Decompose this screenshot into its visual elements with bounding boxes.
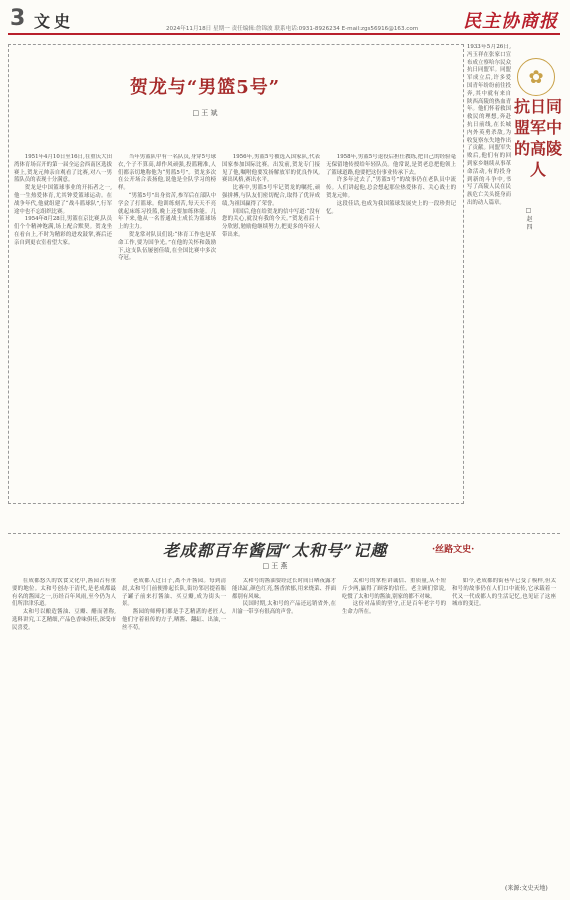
bottom-paragraph: 太和号的酱油要经过长时间日晒夜露才能出缸,颜色红亮,酱香浓郁,用来烧菜、拌面都别有风味。 bbox=[232, 578, 336, 600]
bottom-paragraph: 太和号的掌柜讲诚信、重质量,从不短斤少两,赢得了顾客的信任。老主顾们常说,吃惯了太和号的酱油,别家的都不对味。 bbox=[342, 578, 446, 600]
main-paragraph: 当年男篮队中有一名队员,身穿5号球衣,个子不算高,却作风顽强,投篮精准,人们都亲切地称他为“男篮5号”。贺龙多次在公开场合表扬他,说他是全队学习的榜样。 bbox=[118, 154, 216, 192]
bottom-paragraph: 太和号以酿造酱油、豆瓣、醋而著称,选料讲究,工艺精细,产品色香味俱佳,深受市民喜爱。 bbox=[12, 609, 116, 631]
side-article-text: 1933年5月26日,冯玉祥在张家口宣布成立察哈尔民众抗日同盟军。同盟军成立后,许多爱国青年纷纷前往投奔,其中就有来自陕西高陵的热血青年。他们怀着救国救民的理想,奔赴抗日前线,在长城内外英勇杀敌,为收复察东失地作出了贡献。同盟军失败后,他们有的回到家乡继续从事革命活动,有的投身到新的斗争中,书写了高陵人民在民族危亡关头挺身而出的动人篇章。 bbox=[467, 44, 511, 206]
bottom-paragraph: 民国时期,太和号的产品还远销省外,在川渝一带享有很高的声誉。 bbox=[232, 601, 336, 616]
main-article-column-3 bbox=[222, 154, 320, 498]
main-paragraph: “男篮5号”出身贫苦,参军后在部队中学会了打篮球。他训练刻苦,每天天不亮就起床练习投篮,晚上还要加练体能。几年下来,他从一名普通战士成长为篮球场上的主力。 bbox=[118, 192, 216, 231]
bottom-article-column-1 bbox=[12, 578, 116, 880]
main-paragraph: 1956年,男篮5号被选入国家队,代表国家参加国际比赛。出发前,贺龙专门接见了他,嘱咐他要发扬解放军的优良作风,赛出风格,赛出水平。 bbox=[222, 154, 320, 184]
side-article-author: □ 赵 四 bbox=[525, 207, 532, 230]
main-paragraph: 这段佳话,也成为我国篮球发展史上的一段珍贵记忆。 bbox=[326, 200, 456, 215]
main-article-title: 贺龙与“男篮5号” bbox=[129, 77, 281, 98]
main-paragraph: 1958年,男篮5号退役后担任教练,把自己的经验毫无保留地传授给年轻队员。他常说,是贺老总把他领上了篮球道路,他要把这份事业传承下去。 bbox=[326, 154, 456, 176]
main-article-author: □ 王 斌 bbox=[192, 109, 218, 117]
side-article-title: 抗日同盟军中的高陵人 bbox=[513, 97, 562, 179]
main-paragraph: 回国后,他在给贺龙的信中写道:“没有您的关心,就没有我的今天。”贺龙看后十分欣慰,勉励他继续努力,把更多的年轻人带出来。 bbox=[222, 208, 320, 238]
bottom-article-author: □ 王 燕 bbox=[262, 562, 288, 570]
bottom-paragraph: 这份对品质的坚守,正是百年老字号的生命力所在。 bbox=[342, 601, 446, 616]
page-number: 3 bbox=[10, 6, 26, 31]
main-article-column-1 bbox=[14, 154, 112, 498]
main-paragraph: 1954年8月28日,男篮在京比赛,队员们个个精神饱满,场上配合默契。贺龙坐在看台上,不时为精彩的进攻鼓掌,赛后还亲自到更衣室看望大家。 bbox=[14, 216, 112, 246]
bottom-article-column-4 bbox=[342, 578, 446, 880]
column-tag: ·丝路文史· bbox=[432, 545, 475, 555]
page-header bbox=[0, 0, 570, 38]
bottom-paragraph: 老成都人过日子,离不开酱园。每到清晨,太和号门前便排起长队,街坊邻居提着瓶子罐子前来打酱油、买豆瓣,成为街头一景。 bbox=[122, 578, 226, 608]
main-paragraph: 贺龙常对队员们说:“体育工作也是革命工作,要为国争光。”在他的关怀和鼓励下,这支队伍屡创佳绩,在全国比赛中多次夺冠。 bbox=[118, 231, 216, 262]
main-article-column-2 bbox=[118, 154, 216, 498]
main-paragraph: 贺龙是中国篮球事业的开拓者之一,他一生热爱体育,尤其钟爱篮球运动。在战争年代,他就组建了“战斗篮球队”,行军途中也不忘组织比赛。 bbox=[14, 185, 112, 215]
date-contact-line: 2024年11月18日 星期一 责任编辑:詹锦波 联系电话:0931-8926234 E-mail:zgs56916@163.com bbox=[166, 26, 419, 32]
bottom-paragraph: 在成都悠久的饮食文化中,酱园占有重要的地位。太和号创办于清代,是老成都最有名的酱园之一,历经百年风雨,至今仍为人们所津津乐道。 bbox=[12, 578, 116, 608]
bottom-article-column-5 bbox=[452, 578, 556, 874]
main-paragraph: 比赛中,男篮5号牢记贺龙的嘱托,顽强拼搏,与队友们密切配合,取得了优异成绩,为祖国赢得了荣誉。 bbox=[222, 185, 320, 207]
bottom-article-title: 老成都百年酱园“太和号”记趣 bbox=[162, 541, 388, 560]
article-source: (来源:文史天地) bbox=[505, 885, 548, 892]
bottom-paragraph: 酱园的师傅们都是手艺精湛的老匠人,他们守着祖传的方子,晒酱、翻缸、出油,一丝不苟。 bbox=[122, 609, 226, 631]
bottom-paragraph: 如今,老成都的街巷早已变了模样,但太和号的故事仍在人们口中流传,它承载着一代又一代成都人的生活记忆,也见证了这座城市的变迁。 bbox=[452, 578, 556, 608]
header-rule bbox=[8, 33, 560, 35]
main-paragraph: 许多年过去了,“男篮5号”的故事仍在老队员中流传。人们讲起他,总会想起那位热爱体育、关心战士的贺龙元帅。 bbox=[326, 177, 456, 199]
main-article-column-4 bbox=[326, 154, 456, 498]
bottom-article-column-2 bbox=[122, 578, 226, 880]
seal-decoration-icon: ✿ bbox=[517, 58, 555, 96]
newspaper-masthead: 民主协商报 bbox=[463, 11, 558, 32]
bottom-article-column-3 bbox=[232, 578, 336, 880]
section-name: 文史 bbox=[34, 12, 75, 31]
main-paragraph: 1951年4月10日至16日,在重庆大田湾体育场召开的第一届全运会西南区选拔赛上,贺龙元帅亲自观看了比赛,对八一男篮队员的表现十分满意。 bbox=[14, 154, 112, 184]
